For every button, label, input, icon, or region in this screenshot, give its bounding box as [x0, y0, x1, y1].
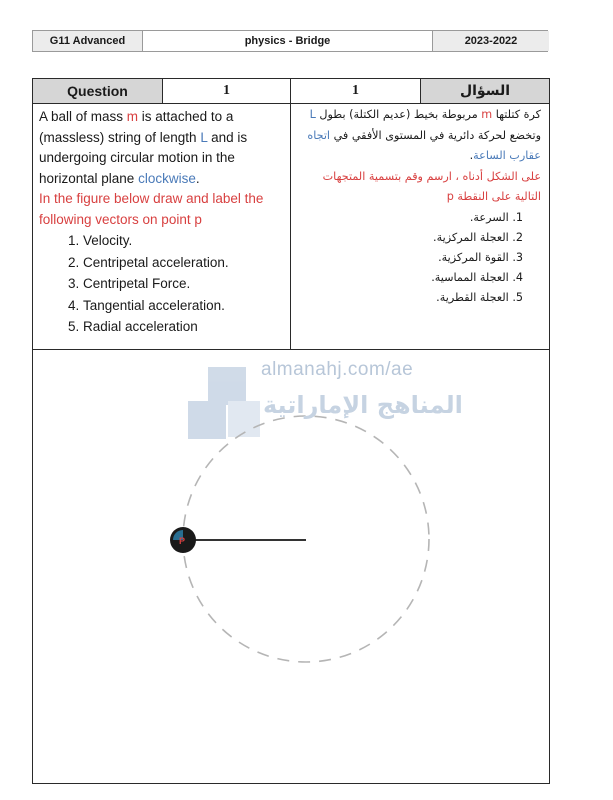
- english-vector-list: [39, 230, 284, 338]
- year-label: 2023-2022: [433, 31, 549, 51]
- list-item: 1. السرعة.: [469, 210, 523, 224]
- page-header: [32, 30, 548, 52]
- point-p-label: P: [179, 536, 186, 546]
- mass-symbol: m: [126, 109, 139, 124]
- list-item: 4. العجلة المماسية.: [431, 270, 523, 284]
- length-symbol: L: [200, 129, 208, 145]
- watermark-logo: [188, 367, 260, 439]
- list-item: 5. العجلة القطرية.: [436, 290, 523, 304]
- circular-motion-figure: [33, 349, 549, 783]
- list-item: 2. العجلة المركزية.: [433, 230, 523, 244]
- english-instruction: In the figure below draw and label the following vectors on point p: [39, 191, 264, 227]
- english-intro: A ball of mass m is attached to a (massless) string of length L and is undergoing circular motion in the horizontal plane clockwise.: [39, 109, 248, 186]
- watermark-arabic: المناهج الإماراتية: [263, 391, 463, 419]
- watermark-square: [188, 401, 226, 439]
- watermark-url: almanahj.com/ae: [261, 359, 414, 380]
- question-label-ar: السؤال: [421, 79, 549, 103]
- arabic-instruction: على الشكل أدناه ، ارسم وقم بتسمية المتجهات التالية على النقطة p: [322, 169, 541, 203]
- question-number-ar: 1: [291, 79, 421, 103]
- question-number-en: 1: [163, 79, 291, 103]
- mass-symbol-ar: m: [481, 108, 493, 121]
- question-box: [32, 78, 550, 784]
- question-label-en: Question: [33, 79, 163, 103]
- arabic-column: [291, 103, 549, 349]
- arabic-intro: كرة كتلتها m مربوطة بخيط (عديم الكتلة) بطول L وتخضع لحركة دائرية في المستوى الأفقي في اتجاه عقارب الساعة.: [307, 108, 541, 162]
- subject-label: physics - Bridge: [143, 31, 433, 51]
- watermark-square: [228, 401, 260, 437]
- list-item: 3. Centripetal Force.: [83, 273, 284, 295]
- list-item: 3. القوة المركزية.: [438, 250, 523, 264]
- list-item: 1. Velocity.: [83, 230, 284, 252]
- list-item: 4. Tangential acceleration.: [83, 295, 284, 317]
- list-item: 5. Radial acceleration: [83, 316, 284, 338]
- list-item: 2. Centripetal acceleration.: [83, 252, 284, 274]
- question-text-row: [33, 103, 549, 350]
- point-p-ar: p: [446, 190, 454, 203]
- clockwise-word: clockwise: [138, 170, 196, 186]
- question-header-row: [33, 79, 549, 104]
- arabic-vector-list: [299, 208, 541, 308]
- clockwise-word-ar: اتجاه عقارب الساعة: [307, 128, 541, 162]
- english-column: [33, 103, 291, 349]
- length-symbol-ar: L: [309, 108, 316, 121]
- watermark-square: [208, 367, 246, 405]
- grade-label: G11 Advanced: [33, 31, 143, 51]
